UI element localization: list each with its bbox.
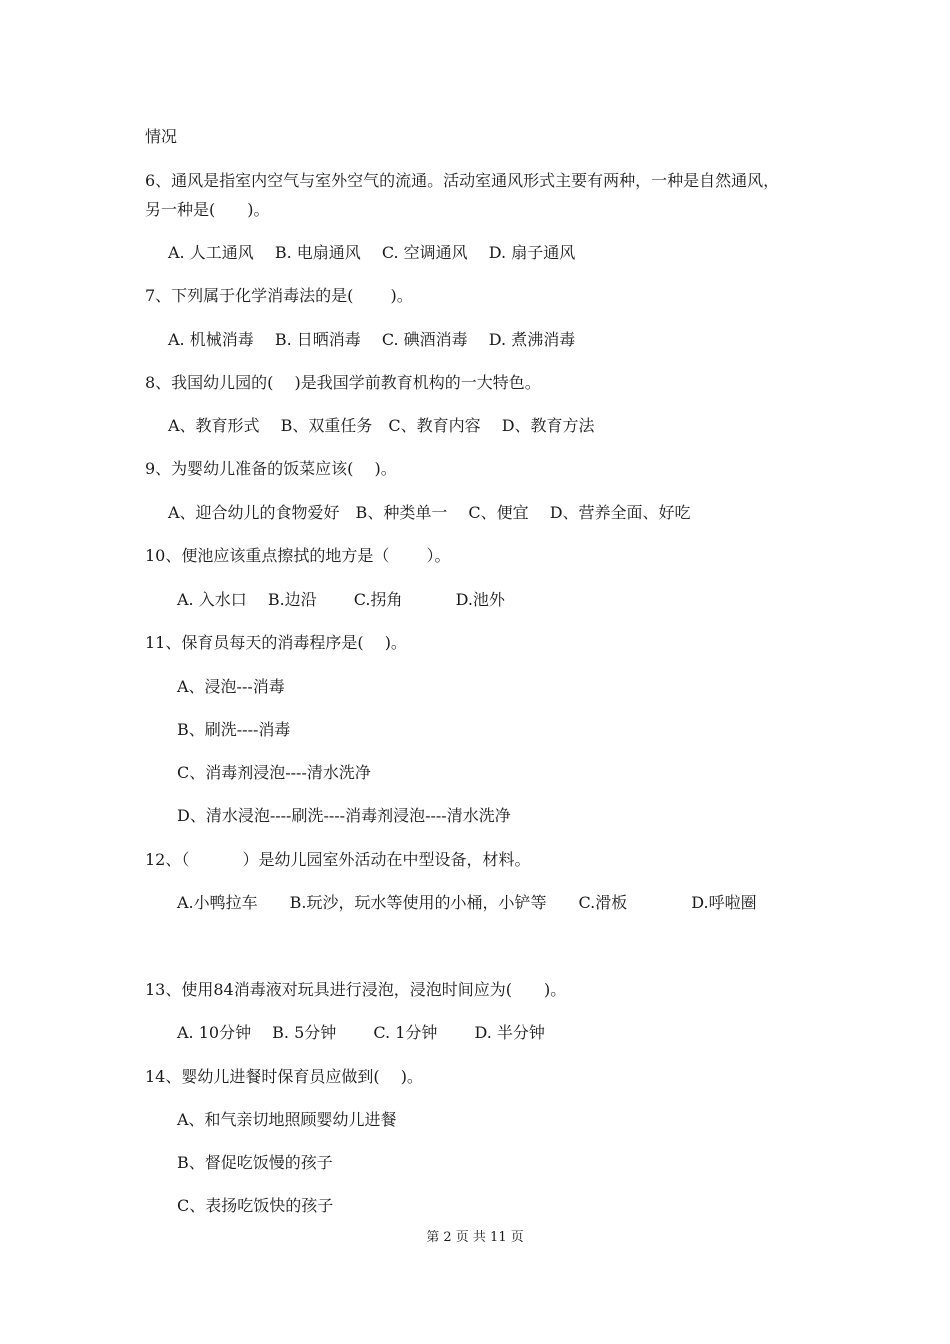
question-13: 13、使用84消毒液对玩具进行浸泡，浸泡时间应为( )。 bbox=[145, 980, 567, 999]
question-7: 7、下列属于化学消毒法的是( )。 bbox=[145, 286, 413, 305]
question-6: 6、通风是指室内空气与室外空气的流通。活动室通风形式主要有两种，一种是自然通风， bbox=[145, 171, 780, 190]
question-9: 9、为婴幼儿准备的饭菜应该( )。 bbox=[145, 459, 397, 478]
question-12: 12、（ ）是幼儿园室外活动在中型设备，材料。 bbox=[145, 850, 531, 869]
options-10: A. 入水口 B.边沿 C.拐角 D.池外 bbox=[177, 590, 505, 609]
page-footer: 第 2 页 共 11 页 bbox=[426, 1230, 524, 1245]
option-11-b: B、刷洗----消毒 bbox=[177, 720, 291, 739]
question-6-cont: 另一种是( )。 bbox=[145, 200, 270, 219]
options-13: A. 10分钟 B. 5分钟 C. 1分钟 D. 半分钟 bbox=[177, 1023, 545, 1042]
options-9: A、迎合幼儿的食物爱好 B、种类单一 C、便宜 D、营养全面、好吃 bbox=[168, 503, 691, 522]
option-11-a: A、浸泡---消毒 bbox=[177, 677, 285, 696]
options-6: A. 人工通风 B. 电扇通风 C. 空调通风 D. 扇子通风 bbox=[168, 243, 576, 262]
options-12: A.小鸭拉车 B.玩沙，玩水等使用的小桶，小铲等 C.滑板 D.呼啦圈 bbox=[177, 893, 757, 912]
options-7: A. 机械消毒 B. 日晒消毒 C. 碘酒消毒 D. 煮沸消毒 bbox=[168, 330, 576, 349]
option-11-c: C、消毒剂浸泡----清水洗净 bbox=[177, 763, 371, 782]
text-line: 情况 bbox=[145, 127, 178, 146]
option-14-a: A、和气亲切地照顾婴幼儿进餐 bbox=[177, 1110, 397, 1129]
question-11: 11、保育员每天的消毒程序是( )。 bbox=[145, 633, 407, 652]
question-10: 10、便池应该重点擦拭的地方是（ ）。 bbox=[145, 546, 451, 565]
option-14-b: B、督促吃饭慢的孩子 bbox=[177, 1153, 333, 1172]
options-8: A、教育形式 B、双重任务 C、教育内容 D、教育方法 bbox=[168, 416, 595, 435]
question-14: 14、婴幼儿进餐时保育员应做到( )。 bbox=[145, 1067, 423, 1086]
question-8: 8、我国幼儿园的( )是我国学前教育机构的一大特色。 bbox=[145, 373, 541, 392]
option-11-d: D、清水浸泡----刷洗----消毒剂浸泡----清水洗净 bbox=[177, 806, 511, 825]
option-14-c: C、表扬吃饭快的孩子 bbox=[177, 1196, 334, 1215]
